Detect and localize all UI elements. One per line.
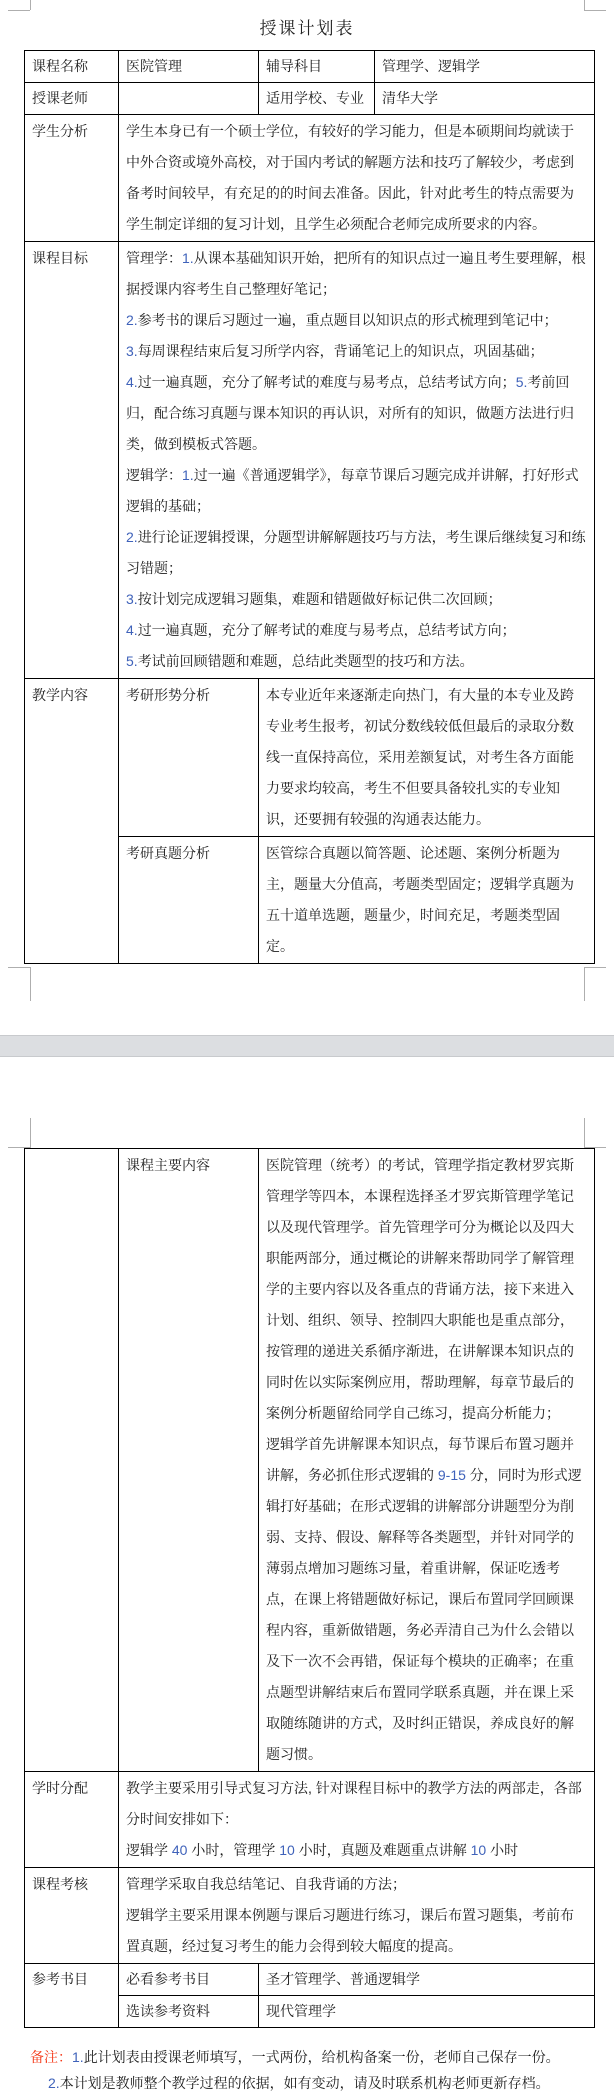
cell-references-label: 参考书目 — [25, 1964, 119, 2028]
cell-course-goals-text: 管理学：1.从课本基础知识开始，把所有的知识点过一遍且考生要理解，根据授课内容考生自己整理好笔记； 2.参考书的课后习题过一遍，重点题目以知识点的形式梳理到笔记中； 3.每周课程结束后复习所学内容，背诵笔记上的知识点，巩固基础； 4.过一遍真题，充分了解考试的难度与易考点，总结考试方向；5.考前回归，配合练习真题与课本知识的再认识，对所有的知识，做题方法进行归类，做到模板式答题。 逻辑学：1.过一遍《普通逻辑学》，每章节课后习题完成并讲解，打好形式逻辑的基础； 2.进行论证逻辑授课，分题型讲解解题技巧与方法，考生课后继续复习和练习错题； 3.按计划完成逻辑习题集，难题和错题做好标记供二次回顾； 4.过一遍真题，充分了解考试的难度与易考点，总结考试方向； 5.考试前回顾错题和难题，总结此类题型的技巧和方法。 — [119, 242, 595, 679]
remark-line-2: 2.本计划是教师整个教学过程的依据，如有变动，请及时联系机构老师更新存档。 — [48, 2075, 550, 2091]
cell-teaching-content-label: 教学内容 — [25, 679, 119, 964]
cell-school-label: 适用学校、专业 — [259, 83, 375, 115]
cell-course-name-label: 课程名称 — [25, 51, 119, 83]
page-1 — [0, 0, 614, 1035]
cell-optional-label: 选读参考资料 — [119, 1996, 259, 2028]
cell-main-content-text: 医院管理（统考）的考试，管理学指定教材罗宾斯管理学等四本，本课程选择圣才罗宾斯管理学笔记以及现代管理学。首先管理学可分为概论以及四大职能两部分，通过概论的讲解来帮助同学了解管理学的主要内容以及各重点的背诵方法，接下来进入计划、组织、领导、控制四大职能也是重点部分，按管理的递进关系循序渐进，在讲解课本知识点的同时佐以实际案例应用，帮助理解，每章节最后的案例分析题留给同学自己练习，提高分析能力； 逻辑学首先讲解课本知识点，每节课后布置习题并讲解，务必抓住形式逻辑的 9-15 分，同时为形式逻辑打好基础；在形式逻辑的讲解部分讲题型分为削弱、支持、假设、解释等各类题型，并针对同学的薄弱点增加习题练习量，着重讲解，保证吃透考点，在课上将错题做好标记，课后布置同学回顾课程内容，重新做错题，务必弄清自己为什么会错以及下一次不会再错，保证每个模块的正确率；在重点题型讲解结束后布置同学联系真题，并在课上采取随练随讲的方式，及时纠正错误，养成良好的解题习惯。 — [259, 1149, 595, 1772]
row-student-analysis — [25, 115, 595, 242]
row-assessment — [25, 1868, 595, 1964]
row-teacher — [25, 83, 595, 115]
cell-teacher-value — [119, 83, 259, 115]
crop-mark-top-right-h — [584, 10, 606, 11]
crop-mark-bottom-left-h — [8, 967, 30, 968]
cell-assessment-text: 管理学采取自我总结笔记、自我背诵的方法； 逻辑学主要采用课本例题与课后习题进行练习，课后布置习题集，考前布置真题，经过复习考生的能力会得到较大幅度的提高。 — [119, 1868, 595, 1964]
crop-mark-top-left-h — [8, 10, 30, 11]
cell-subject-value: 管理学、逻辑学 — [375, 51, 595, 83]
cell-situation-text: 本专业近年来逐渐走向热门，有大量的本专业及跨专业考生报考，初试分数线较低但最后的录取分数线一直保持高位，采用差额复试，对考生各方面能力要求均较高，考生不但要具备较扎实的专业知识，还要拥有较强的沟通表达能力。 — [259, 679, 595, 837]
crop-mark-p2-top-right-h — [584, 1147, 606, 1148]
row-course-goals — [25, 242, 595, 679]
page-separator-band — [0, 1035, 614, 1057]
page-2 — [0, 1057, 614, 2091]
cell-school-value: 清华大学 — [375, 83, 595, 115]
row-teaching-content-situation — [25, 679, 595, 837]
row-references-must-read — [25, 1964, 595, 1996]
cell-must-read-label: 必看参考书目 — [119, 1964, 259, 1996]
crop-mark-p2-top-left-h — [8, 1147, 30, 1148]
remark-label: 备注： — [30, 2049, 72, 2065]
row-main-content — [25, 1149, 595, 1772]
cell-student-analysis-text: 学生本身已有一个硕士学位，有较好的学习能力，但是本硕期间均就读于中外合资或境外高校，对于国内考试的解题方法和技巧了解较少，考虑到备考时间较早，有充足的的时间去准备。因此，针对此考生的特点需要为学生制定详细的复习计划，且学生必须配合老师完成所要求的内容。 — [119, 115, 595, 242]
cell-course-name-value: 医院管理 — [119, 51, 259, 83]
cell-teaching-content-continuation — [25, 1149, 119, 1772]
cell-student-analysis-label: 学生分析 — [25, 115, 119, 242]
crop-mark-top-right — [584, 0, 585, 10]
cell-past-papers-label: 考研真题分析 — [119, 837, 259, 964]
cell-must-read-value: 圣才管理学、普通逻辑学 — [259, 1964, 595, 1996]
cell-assessment-label: 课程考核 — [25, 1868, 119, 1964]
cell-hours-label: 学时分配 — [25, 1772, 119, 1868]
remarks-block — [30, 2044, 614, 2096]
row-course-name — [25, 51, 595, 83]
cell-situation-label: 考研形势分析 — [119, 679, 259, 837]
remark-item-1: 1.此计划表由授课老师填写，一式两份，给机构备案一份，老师自己保存一份。 — [72, 2049, 560, 2065]
crop-mark-p2-top-right-v — [584, 1118, 585, 1148]
page-title: 授课计划表 — [259, 19, 355, 38]
crop-mark-bottom-right-v — [584, 967, 585, 1001]
crop-mark-bottom-left-v — [30, 967, 31, 1001]
cell-main-content-label: 课程主要内容 — [119, 1149, 259, 1772]
remark-line-1 — [30, 2044, 614, 2070]
cell-optional-value: 现代管理学 — [259, 1996, 595, 2028]
cell-past-papers-text: 医管综合真题以简答题、论述题、案例分析题为主，题量大分值高，考题类型固定；逻辑学真题为五十道单选题，题量少，时间充足，考题类型固定。 — [259, 837, 595, 964]
crop-mark-p2-top-left-v — [30, 1118, 31, 1148]
cell-hours-text: 教学主要采用引导式复习方法, 针对课程目标中的教学方法的两部走，各部分时间安排如下： 逻辑学 40 小时，管理学 10 小时，真题及难题重点讲解 10 小时 — [119, 1772, 595, 1868]
row-hours-allocation — [25, 1772, 595, 1868]
crop-mark-top-left — [30, 0, 31, 10]
cell-teacher-label: 授课老师 — [25, 83, 119, 115]
crop-mark-bottom-right-h — [584, 967, 606, 968]
teaching-plan-table-page1 — [24, 50, 595, 964]
cell-subject-label: 辅导科目 — [259, 51, 375, 83]
teaching-plan-table-page2 — [24, 1148, 595, 2028]
cell-course-goals-label: 课程目标 — [25, 242, 119, 679]
